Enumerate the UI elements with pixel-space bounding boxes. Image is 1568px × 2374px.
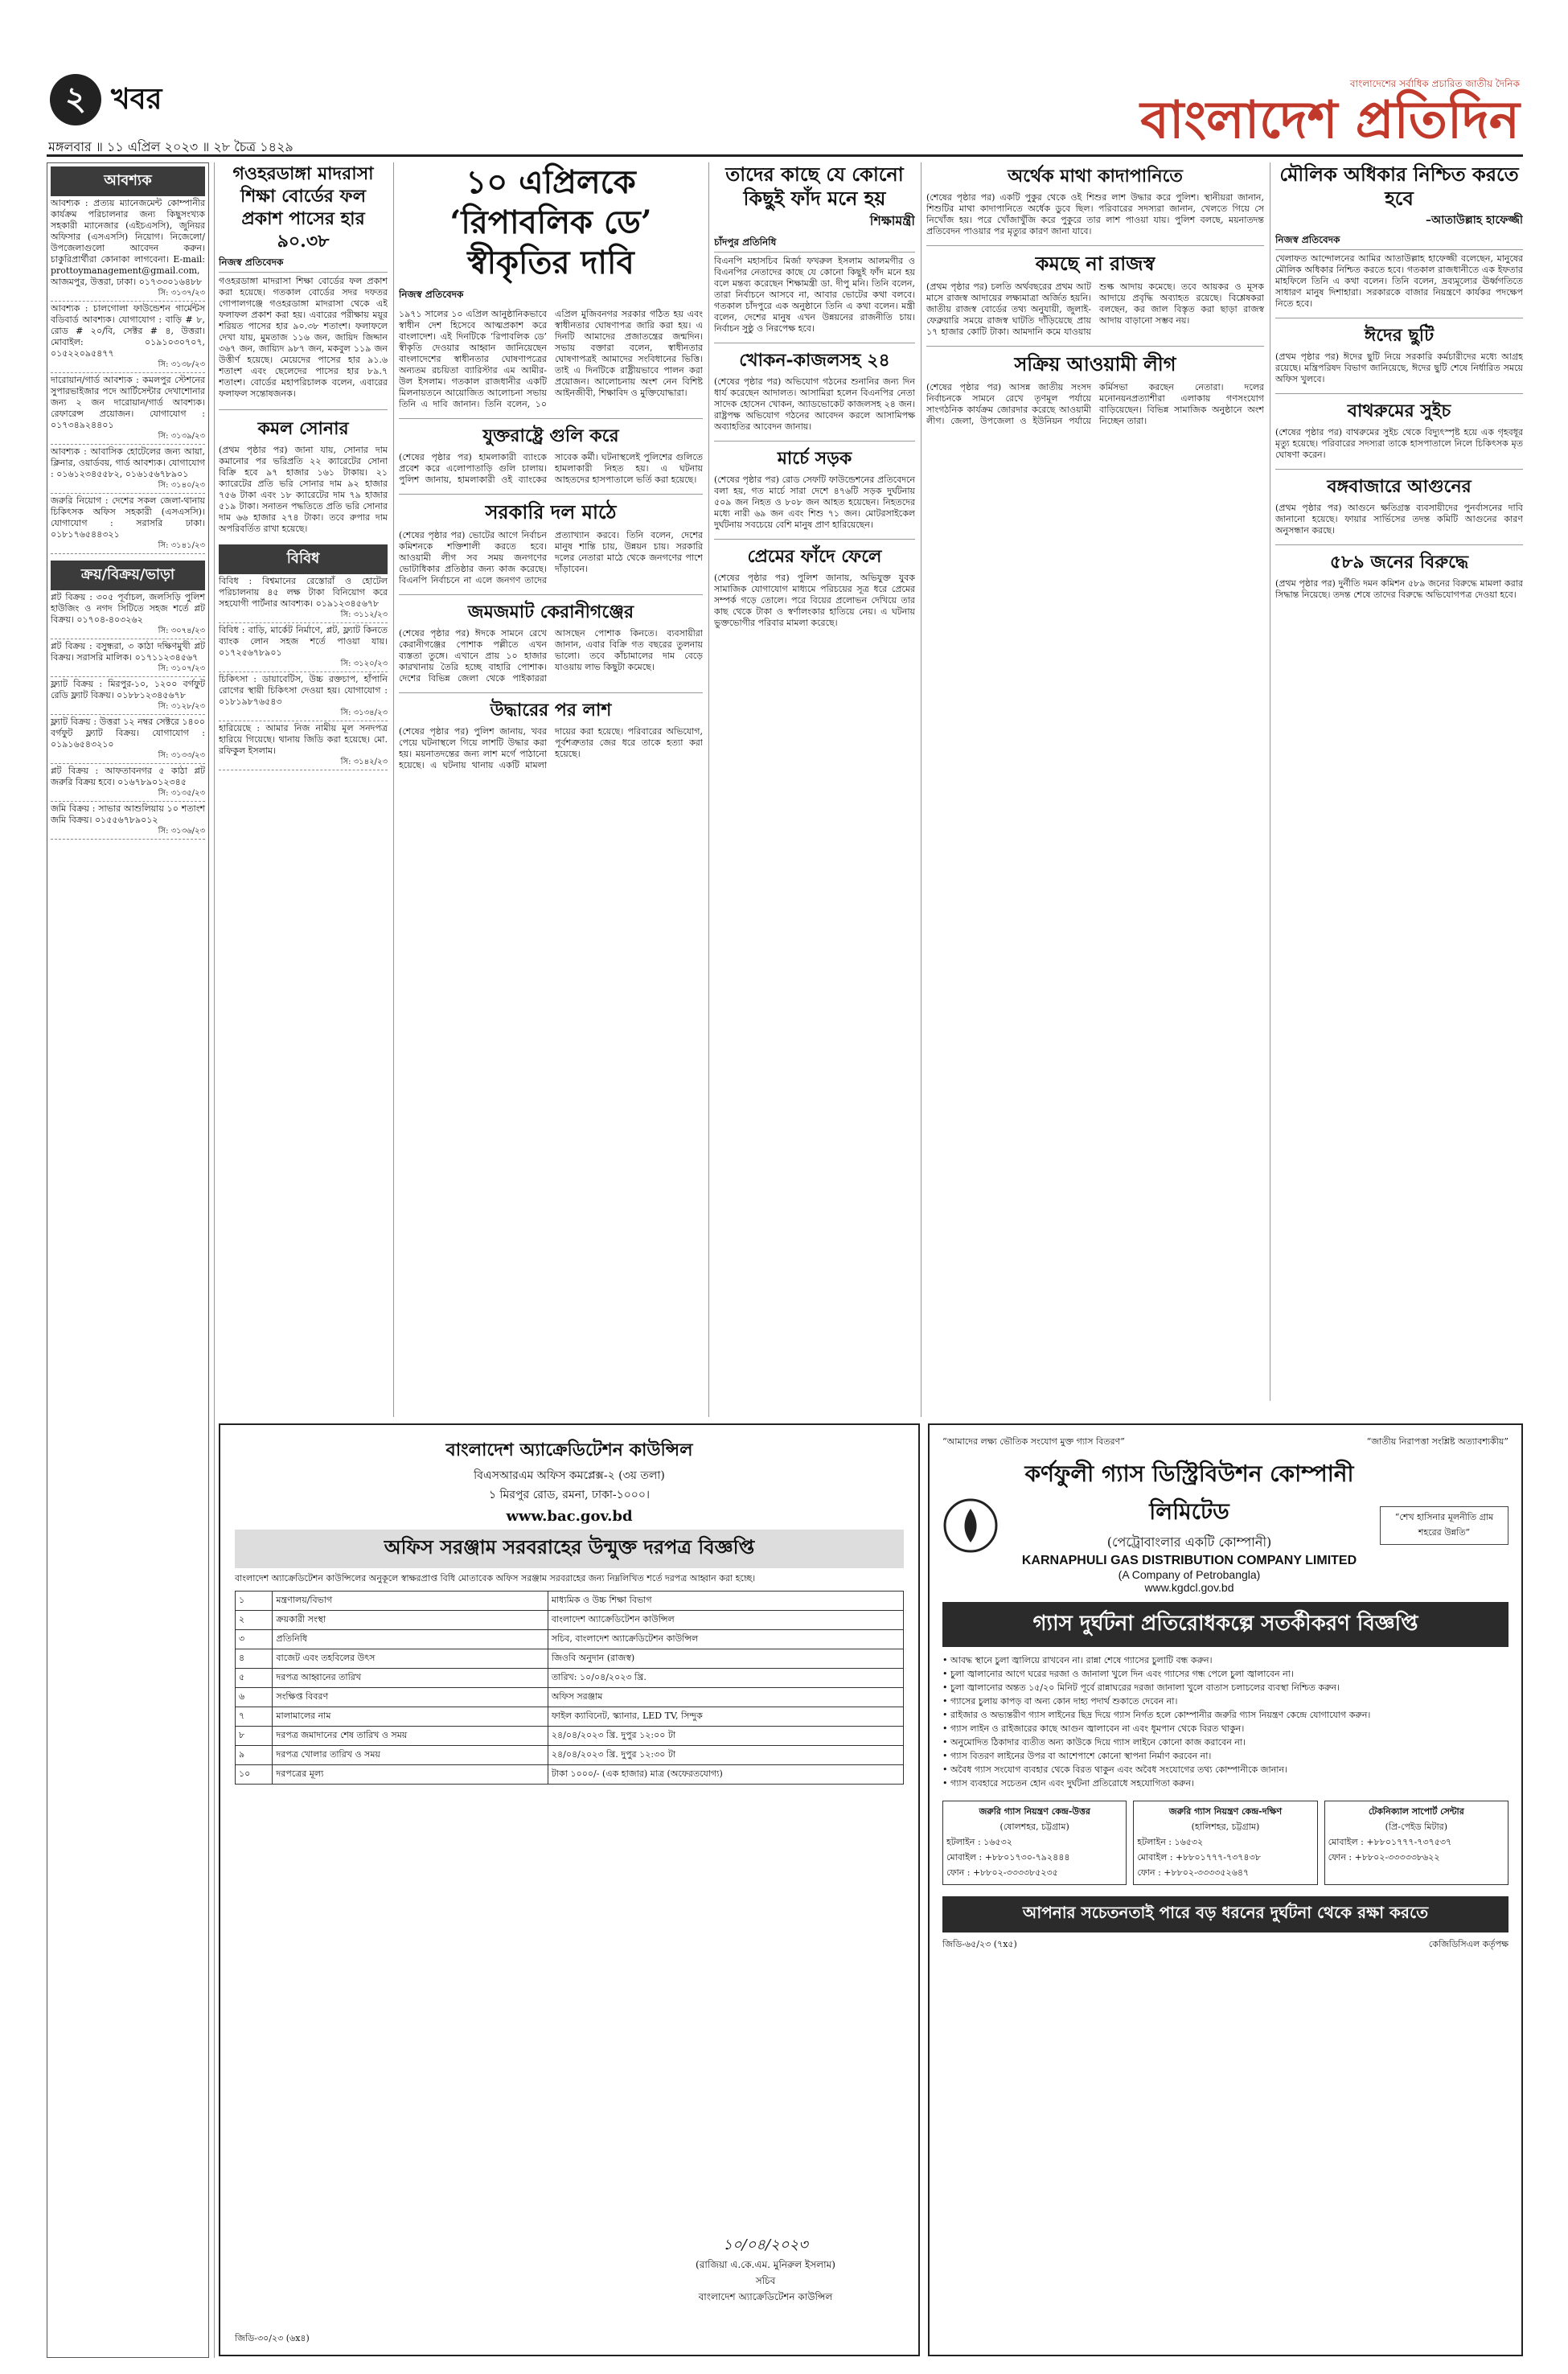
kgdcl-ref-right: কেজিডিসিএল কর্তৃপক্ষ bbox=[1428, 1939, 1508, 1949]
madrasa-result-body: গওহরডাঙ্গা মাদরাসা শিক্ষা বোর্ডের ফল প্রকাশ করা হয়েছে। গতকাল বোর্ডের সদর দফতর গোপালগঞ্জে গওহরডাঙ্গা মাদরাসা থেকে এই ফলাফল প্রকাশ করা হয়। এবারের পরীক্ষায় ময়ূর শরিয়ত পাসের হার ৯০.৩৮ শতাংশ। ফলাফলে দেখা যায়, মুমতাজ ১১৬ জন, জায়িদ জিদ্দান ৩৬৭ জন, জায়্যিদ ৯৮৭ জন, মকবুল ১১৯ জন উত্তীর্ণ হয়েছে। মেয়েদের পাসের হার ৯১.৬ শতাংশ এবং ছেলেদের পাসের হার ৮৯.৭ শতাংশ। বোর্ডের মহাপরিচালক বলেন, এবারের ফলাফল সন্তোষজনক। bbox=[219, 276, 388, 399]
classified-ref: সি: ৩১৩৪/২৩ bbox=[340, 709, 388, 717]
bac-table-row bbox=[236, 1649, 904, 1669]
kgdcl-contact-title: টেকনিক্যাল সাপোর্ট সেন্টার bbox=[1368, 1806, 1464, 1817]
bac-tender-table bbox=[235, 1591, 904, 1785]
bac-website[interactable]: www.bac.gov.bd bbox=[506, 1508, 633, 1525]
bac-cell-value: তারিখ: ১০/০৪/২০২৩ খ্রি. bbox=[548, 1669, 903, 1688]
classified-ref: সি: ৩০৭৪/২৩ bbox=[158, 626, 205, 635]
bullet-icon: • bbox=[942, 1669, 948, 1679]
classified-item bbox=[51, 196, 205, 302]
bac-signatory-org: বাংলাদেশ অ্যাক্রেডিটেশন কাউন্সিল bbox=[698, 2291, 833, 2302]
sale-heading: ক্রয়/বিক্রয়/ভাড়া bbox=[51, 561, 205, 590]
kgdcl-name-bn: কর্ণফুলী গ্যাস ডিস্ট্রিবিউশন কোম্পানী লিমিটেড bbox=[1024, 1460, 1354, 1525]
classified-ref: সি: ৩১৪০/২৩ bbox=[158, 481, 205, 490]
bac-cell-label: মালামালের নাম bbox=[273, 1707, 548, 1727]
classified-ref: সি: ৩১৩৮/২৩ bbox=[158, 360, 205, 369]
bullet-icon: • bbox=[942, 1696, 948, 1707]
bac-tender-title: অফিস সরঞ্জাম সরবরাহের উন্মুক্ত দরপত্র বিজ্ঞপ্তি bbox=[235, 1530, 904, 1568]
kgdcl-contact-sub: (ষোলশহর, চট্টগ্রাম) bbox=[999, 1822, 1069, 1832]
bac-cell-label: বাজেট এবং তহবিলের উৎস bbox=[273, 1649, 548, 1669]
bullet-icon: • bbox=[942, 1723, 948, 1734]
keraniganj-headline: জমজমাট কেরানীগঞ্জের bbox=[399, 594, 703, 628]
bac-cell-value: টাকা ১০০০/- (এক হাজার) মাত্র (অফেরতযোগ্য) bbox=[548, 1765, 903, 1785]
kgdcl-contact-line: মোবাইল : +৮৮০১৭৭৭-৭৩৭৫৩৭ bbox=[1328, 1837, 1452, 1847]
classified-ref: সি: ৩১২৮/২৩ bbox=[158, 702, 205, 711]
bullet-icon: • bbox=[942, 1737, 948, 1748]
bac-cell-no: ৮ bbox=[236, 1727, 273, 1746]
road-accident-body: (শেষের পৃষ্ঠার পর) রোড সেফটি ফাউন্ডেশনের প্রতিবেদনে বলা হয়, গত মার্চে সারা দেশে ৪৭৬টি সড়ক দুর্ঘটনায় ৫০৯ জন নিহত ও ৮০৮ জন আহত হয়েছেন। নিহতদের মধ্যে নারী ৬৯ জন এবং শিশু ৭১ জন। মোটরসাইকেল দুর্ঘটনায় সবচেয়ে বেশি মানুষ প্রাণ হারিয়েছেন। bbox=[714, 474, 915, 530]
classified-text: প্লট বিক্রয় : আফতাবনগর ৫ কাঠা প্লট জরুরি বিক্রয় হবে। ০১৬৭৮৯০১২৩৪৫ bbox=[51, 766, 205, 787]
khokon-headline: খোকন-কাজলসহ ২৪ bbox=[714, 343, 915, 376]
bullet-icon: • bbox=[942, 1655, 948, 1665]
road-accident-headline: মার্চে সড়ক bbox=[714, 441, 915, 474]
eid-holiday-headline: ঈদের ছুটি bbox=[1275, 318, 1523, 351]
ruling-party-headline: সরকারি দল মাঠে bbox=[399, 494, 703, 530]
mud-headline: অর্থেক মাথা কাদাপানিতে bbox=[1008, 166, 1183, 187]
kgdcl-contact-sub: (প্রি-পেইড মিটার) bbox=[1385, 1822, 1448, 1832]
column-five bbox=[926, 162, 1264, 1417]
classified-ref: সি: ৩১৪১/২৩ bbox=[158, 541, 205, 550]
kgdcl-notice-text: গ্যাস বিতরণ লাইনের উপর বা আশেপাশে কোনো স্থাপনা নির্মাণ করবেন না। bbox=[950, 1751, 1212, 1761]
bac-tender-ad bbox=[219, 1423, 920, 2356]
kgdcl-notice-list bbox=[942, 1655, 1508, 1789]
classified-ref: সি: ৩১৩৭/২৩ bbox=[158, 289, 205, 298]
kgdcl-footer-refs bbox=[942, 1937, 1508, 1953]
classified-ref: সি: ৩১৪২/২৩ bbox=[340, 758, 388, 766]
classified-text: দারোয়ান/গার্ড আবশ্যক : কমলপুর স্টেশনের সুপারভাইজার পদে আর্টিসেন্টার দেখাশোনার জন্য ২ জন দারোয়ান/গার্ড আবশ্যক। রেফারেন্স প্রয়োজন। যোগাযোগ : ০১৭৩৪৯২৪৪০১ bbox=[51, 375, 205, 430]
bac-cell-label: দরপত্র জমাদানের শেষ তারিখ ও সময় bbox=[273, 1727, 548, 1746]
fundamental-rights-body: খেলাফত আন্দোলনের আমির আতাউল্লাহ হাফেজ্জী বলেছেন, মানুষের মৌলিক অধিকার নিশ্চিত করতে হবে। গতকাল রাজধানীতে এক ইফতার মাহফিলে তিনি এ কথা বলেন। তিনি বলেন, দ্রব্যমূল্যের ঊর্ধ্বগতিতে সাধারণ মানুষ দিশাহারা। সরকারকে বাজার নিয়ন্ত্রণে কার্যকর পদক্ষেপ নিতে হবে। bbox=[1275, 253, 1523, 309]
ruling-party-body: (শেষের পৃষ্ঠার পর) ভোটের আগে নির্বাচন কমিশনকে শক্তিশালী করতে হবে। আওয়ামী লীগ সব সময় জনগণের ভোটাধিকার প্রতিষ্ঠার জন্য কাজ করেছে। বিএনপি নির্বাচনে না এলে জনগণ তাদের প্রত্যাখ্যান করবে। তিনি বলেন, দেশের মানুষ শান্তি চায়, উন্নয়ন চায়। সরকারি দলের নেতারা মাঠে থেকে জনগণের পাশে দাঁড়াবেন। bbox=[399, 530, 703, 585]
kgdcl-top-left: “আমাদের লক্ষ্য ভৌতিক সংযোগ মুক্ত গ্যাস বিতরণ” bbox=[942, 1436, 1125, 1447]
classifieds-heading: আবশ্যক bbox=[51, 166, 205, 196]
kgdcl-contact-line: ফোন : +৮৮০২-৩৩৩৩৮৫২৩৫ bbox=[946, 1867, 1058, 1878]
kgdcl-notice-text: গ্যাস লাইন ও রাইজারের কাছে আগুন জ্বালাবেন না এবং ধূমপান থেকে বিরত থাকুন। bbox=[950, 1723, 1245, 1734]
kgdcl-contacts bbox=[942, 1801, 1508, 1885]
classified-text: প্লট বিক্রয় : ৩০৫ পূর্বাচল, জলসিড়ি পুলিশ হাউজিং ও নগদ সিটিতে সহজ শর্তে প্লট বিক্রয়। ০১৭০৪-৪০৩২৬২ bbox=[51, 592, 205, 625]
bac-table-row bbox=[236, 1707, 904, 1727]
classified-text: বিবিধ : বাড়ি, মার্কেট নির্মাণে, প্লট, ফ্ল্যাট কিনতে ব্যাংক লোন সহজ শর্তে পাওয়া যায়। ০১৭২৫৬৭৮৯০১ bbox=[219, 625, 388, 658]
classified-item bbox=[51, 677, 205, 715]
bullet-icon: • bbox=[942, 1751, 948, 1761]
column-rule bbox=[214, 162, 215, 2358]
bac-cell-label: সংক্ষিপ্ত বিবরণ bbox=[273, 1688, 548, 1707]
classified-item bbox=[51, 494, 205, 554]
kgdcl-notice-item bbox=[942, 1737, 1508, 1748]
bangabazar-body: (প্রথম পৃষ্ঠার পর) আগুনে ক্ষতিগ্রস্ত ব্যবসায়ীদের পুনর্বাসনের দাবি জানানো হয়েছে। ফায়ার সার্ভিসের তদন্ত কমিটি আগুনের কারণ অনুসন্ধান করছে। bbox=[1275, 503, 1523, 536]
bac-address: ১ মিরপুর রোড, রমনা, ঢাকা-১০০০। bbox=[488, 1489, 651, 1501]
classified-text: আবশ্যক : আবাসিক হোটেলের জন্য আয়া, ক্লিনার, ওয়ার্ডবয়, গার্ড আবশ্যক। যোগাযোগ : ০১৬১২৩৪৫৫৮২, ০১৬১৫৬৭৮৯০১ bbox=[51, 446, 205, 479]
awami-league-body: (শেষের পৃষ্ঠার পর) আসন্ন জাতীয় সংসদ নির্বাচনকে সামনে রেখে তৃণমূল পর্যায়ে সাংগঠনিক কার্যক্রম জোরদার করেছে আওয়ামী লীগ। জেলা, উপজেলা ও ইউনিয়ন পর্যায়ে কর্মিসভা করছেন নেতারা। দলের মনোনয়নপ্রত্যাশীরা এলাকায় গণসংযোগ বাড়িয়েছেন। বিভিন্ন সামাজিক অনুষ্ঠানে অংশ নিচ্ছেন তারা। bbox=[926, 382, 1264, 426]
kgdcl-notice-text: চুলা জ্বালানোর অন্তত ১৫/২০ মিনিট পূর্বে রান্নাঘরের দরজা জানালা খুলে বাতাস চলাচলের ব্যবস্থা নিশ্চিত করুন। bbox=[950, 1682, 1340, 1693]
bullet-icon: • bbox=[942, 1710, 948, 1720]
kgdcl-contact-box bbox=[1324, 1801, 1508, 1885]
bullet-icon: • bbox=[942, 1778, 948, 1789]
bac-cell-label: দরপত্রের মূল্য bbox=[273, 1765, 548, 1785]
kgdcl-contact-line: ফোন : +৮৮০২-৩৩৩৩৩৮৬২২ bbox=[1328, 1852, 1440, 1863]
bac-cell-label: মন্ত্রণালয়/বিভাগ bbox=[273, 1592, 548, 1611]
revenue-body: (প্রথম পৃষ্ঠার পর) চলতি অর্থবছরের প্রথম আট মাসে রাজস্ব আদায়ের লক্ষ্যমাত্রা অর্জিত হয়নি। জাতীয় রাজস্ব বোর্ডের তথ্য অনুযায়ী, জুলাই-ফেব্রুয়ারি সময়ে রাজস্ব ঘাটতি দাঁড়িয়েছে প্রায় ১৭ হাজার কোটি টাকা। আমদানি কমে যাওয়ায় শুল্ক আদায় কমেছে। তবে আয়কর ও মূসক আদায়ে প্রবৃদ্ধি অব্যাহত রয়েছে। বিশ্লেষকরা বলছেন, কর জাল বিস্তৃত করা ছাড়া রাজস্ব আদায় বাড়ানো সম্ভব নয়। bbox=[926, 281, 1264, 337]
classified-item bbox=[51, 445, 205, 494]
page-number: ২ bbox=[64, 80, 86, 117]
column-rule bbox=[921, 162, 922, 1417]
classified-text: বিবিধ : বিশ্বমানের রেস্তোরাঁ ও হোটেল পরিচালনায় ৪৫ লক্ষ টাকা বিনিয়োগ করে সহযোগী পার্টনার আবশ্যক। ০১৯১২৩৪৫৬৭৮ bbox=[219, 576, 388, 609]
bibidh-heading: বিবিধ bbox=[219, 544, 388, 574]
kgdcl-contact-line: ফোন : +৮৮০২-৩৩৩৩৫২৬৪৭ bbox=[1137, 1867, 1250, 1878]
bac-cell-value: বাংলাদেশ অ্যাক্রেডিটেশন কাউন্সিল bbox=[548, 1611, 903, 1630]
classified-text: জরুরি নিয়োগ : দেশের সকল জেলা-থানায় চিকিৎসক অফিস সহকারী (এসএসসি)। যোগাযোগ : সরাসরি ঢাকা। ০১৮১৭৬৫৪৪৩২১ bbox=[51, 495, 205, 540]
classified-text: ফ্ল্যাট বিক্রয় : মিরপুর-১০, ১২০০ বর্গফুট রেডি ফ্ল্যাট বিক্রয়। ০১৮৮১২৩৪৫৬৭৮ bbox=[51, 679, 205, 700]
bangabazar-headline: বঙ্গবাজারে আগুনের bbox=[1275, 469, 1523, 503]
column-rule bbox=[708, 162, 709, 1417]
bac-table-row bbox=[236, 1669, 904, 1688]
minister-headline: তাদের কাছে যে কোনো কিছুই ফাঁদ মনে হয় bbox=[725, 162, 904, 210]
column-six bbox=[1275, 162, 1523, 1401]
khokon-body: (শেষের পৃষ্ঠার পর) অভিযোগ গঠনের শুনানির জন্য দিন ধার্য করেছেন আদালত। আসামিরা হলেন বিএনপির নেতা সাদেক হোসেন খোকন, অ্যাডভোকেট কাজলসহ ২৪ জন। রাষ্ট্রপক্ষ অভিযোগ গঠনের আবেদন করলে আসামিপক্ষ অব্যাহতির আবেদন জানায়। bbox=[714, 376, 915, 432]
kgdcl-contact-line: মোবাইল : +৮৮০১৭৭৭-৭৩৭৪৩৮ bbox=[1137, 1852, 1261, 1863]
lead-headline: ১০ এপ্রিলকে ‘রিপাবলিক ডে’ স্বীকৃতির দাবি bbox=[449, 163, 652, 281]
mud-body: (শেষের পৃষ্ঠার পর) একটি পুকুর থেকে ওই শিশুর লাশ উদ্ধার করে পুলিশ। স্থানীয়রা জানান, শিশুটির মাথা কাদাপানিতে অর্ধেক ডুবে ছিল। পরিবারের সদস্যরা জানান, খেলতে গিয়ে সে নিখোঁজ হয়। পরে খোঁজাখুঁজি করে পুকুরে তার লাশ পাওয়া যায়। পুলিশ বলছে, ময়নাতদন্ত প্রতিবেদন পাওয়ার পর মৃত্যুর কারণ জানা যাবে। bbox=[926, 192, 1264, 236]
classified-text: আবশ্যক : প্রত্যয় ম্যানেজমেন্ট কোম্পানীর কার্যক্রম পরিচালনার জন্য কিছুসংখ্যক সহকারী ম্যানেজার (এইচএসসি), জুনিয়র অফিসার (এসএসসি) নিয়োগ। নিজেলো/উপজেলাগুলো আবেদন করুন। চাকুরিপ্রার্থীরা কোনাকা লাগবেনা। E-mail: prottoymanagement@gmail.com, আজমপুর, উত্তরা, ঢাকা। ০১৭৩৩০১৬৪৮৮ bbox=[51, 198, 205, 287]
bibidh-list bbox=[219, 574, 388, 770]
masthead-tagline: বাংলাদেশের সর্বাধিক প্রচারিত জাতীয় দৈনিক bbox=[1349, 78, 1520, 89]
madrasa-result-headline: গওহরডাঙ্গা মাদরাসা শিক্ষা বোর্ডের ফল প্রকাশ পাসের হার ৯০.৩৮ bbox=[232, 163, 374, 252]
us-shooting-body: (শেষের পৃষ্ঠার পর) হামলাকারী ব্যাংকে প্রবেশ করে এলোপাতাড়ি গুলি চালায়। পুলিশ জানায়, হামলাকারী ওই ব্যাংকের সাবেক কর্মী। ঘটনাস্থলেই পুলিশের গুলিতে হামলাকারী নিহত হয়। এ ঘটনায় আহতদের হাসপাতালে ভর্তি করা হয়েছে। bbox=[399, 452, 703, 485]
fundamental-rights-author: –আতাউল্লাহ হাফেজ্জী bbox=[1425, 214, 1523, 227]
bac-cell-no: ২ bbox=[236, 1611, 273, 1630]
kgdcl-notice-item bbox=[942, 1669, 1508, 1680]
bac-org-sub: বিএসআরএম অফিস কমপ্লেক্স-২ (৩য় তলা) bbox=[474, 1469, 665, 1482]
kgdcl-parent-en: (A Company of Petrobangla) bbox=[1118, 1568, 1261, 1581]
column-four bbox=[714, 162, 915, 1417]
minister-kicker: শিক্ষামন্ত্রী bbox=[869, 213, 915, 228]
kgdcl-notice-text: অনুমোদিত ঠিকাদার ব্যতীত অন্য কাউকে দিয়ে গ্যাস লাইনে কোনো কাজ করাবেন না। bbox=[950, 1737, 1246, 1748]
bullet-icon: • bbox=[942, 1682, 948, 1693]
bac-cell-no: ৭ bbox=[236, 1707, 273, 1727]
classified-ref: সি: ৩১৩৯/২৩ bbox=[158, 432, 205, 441]
lead-body: ১৯৭১ সালের ১০ এপ্রিল আনুষ্ঠানিকভাবে স্বাধীন দেশ হিসেবে আত্মপ্রকাশ করে বাংলাদেশ। এই দিনটিকে ‘রিপাবলিক ডে’ স্বীকৃতি দেওয়ার আহ্বান জানিয়েছেন বাংলাদেশের স্বাধীনতার ঘোষণাপত্রের অন্যতম রচয়িতা ব্যারিস্টার এম আমীর-উল ইসলাম। গতকাল রাজধানীর একটি মিলনায়তনে আয়োজিত আলোচনা সভায় তিনি এ দাবি জানান। তিনি বলেন, ১০ এপ্রিল মুজিবনগর সরকার গঠিত হয় এবং স্বাধীনতার ঘোষণাপত্র জারি করা হয়। এ দিনটি আমাদের প্রজাতন্ত্রের জন্মদিন। সভায় বক্তারা বলেন, স্বাধীনতার ঘোষণাপত্রই আমাদের সংবিধানের ভিত্তি। তাই এ দিনটিকে রাষ্ট্রীয়ভাবে পালন করা প্রয়োজন। আলোচনায় অংশ নেন বিশিষ্ট আইনজীবী, শিক্ষাবিদ ও মুক্তিযোদ্ধারা। bbox=[399, 309, 703, 409]
bac-table-row bbox=[236, 1592, 904, 1611]
bathroom-switch-body: (শেষের পৃষ্ঠার পর) বাথরুমের সুইচ থেকে বিদ্যুৎস্পৃষ্ট হয়ে এক গৃহবধূর মৃত্যু হয়েছে। পরিবারের সদস্যরা তাকে হাসপাতালে নিলে চিকিৎসক মৃত ঘোষণা করেন। bbox=[1275, 427, 1523, 460]
kgdcl-footer-banner: আপনার সচেতনতাই পারে বড় ধরনের দুর্ঘটনা থেকে রক্ষা করতে bbox=[942, 1896, 1508, 1932]
classified-item bbox=[51, 590, 205, 639]
classified-text: হারিয়েছে : আমার নিজ নামীয় মূল সনদপত্র হারিয়ে গিয়েছে। থানায় জিডি করা হয়েছে। মো. রফিকুল ইসলাম। bbox=[219, 723, 388, 756]
kgdcl-website[interactable]: www.kgdcl.gov.bd bbox=[1144, 1581, 1234, 1594]
classified-item bbox=[219, 672, 388, 721]
bac-cell-value: জিওবি অনুদান (রাজস্ব) bbox=[548, 1649, 903, 1669]
section-label: খবর bbox=[111, 82, 162, 116]
bac-cell-label: ক্রয়কারী সংস্থা bbox=[273, 1611, 548, 1630]
classified-text: চিকিৎসা : ডায়াবেটিস, উচ্চ রক্তচাপ, হাঁপানি রোগের স্থায়ী চিকিৎসা দেওয়া হয়। যোগাযোগ : ০১৮১৯৮৭৬৫৪৩ bbox=[219, 674, 388, 707]
issue-date: মঙ্গলবার ॥ ১১ এপ্রিল ২০২৩ ॥ ২৮ চৈত্র ১৪২৯ bbox=[48, 139, 293, 154]
classified-item bbox=[51, 764, 205, 802]
gold-price-body: (প্রথম পৃষ্ঠার পর) জানা যায়, সোনার দাম কমানোর পর ভরিপ্রতি ২২ ক্যারেটের সোনা বিক্রি হবে ৯৭ হাজার ১৬১ টাকায়। ২১ ক্যারেটের প্রতি ভরি সোনার দাম ৯২ হাজার ৭৫৬ টাকা এবং ১৮ ক্যারেটের দাম ৭৯ হাজার ৫১৯ টাকা। সনাতন পদ্ধতিতে প্রতি ভরি সোনার দাম ৬৬ হাজার ২৭৪ টাকা। তবে রুপার দাম অপরিবর্তিত রাখা হয়েছে। bbox=[219, 445, 388, 534]
bac-table-row bbox=[236, 1611, 904, 1630]
classified-text: আবশ্যক : চালগোলা ফাউন্ডেশন গার্মেন্টস বডিবার্ড আবশ্যক। যোগাযোগ : বাড়ি # ৮, রোড # ২০/বি, সেক্টর # ৪, উত্তরা। মোবাইল: ০১৯১০৩০৭০৭, ০১৫২২০৯৫৪৭৭ bbox=[51, 303, 205, 359]
kgdcl-notice-ad bbox=[928, 1423, 1523, 2356]
bac-cell-label: দরপত্র আহ্বানের তারিখ bbox=[273, 1669, 548, 1688]
bac-cell-value: অফিস সরঞ্জাম bbox=[548, 1688, 903, 1707]
us-shooting-headline: যুক্তরাষ্ট্রে গুলি করে bbox=[399, 418, 703, 452]
classified-ref: সি: ৩১৩৫/২৩ bbox=[158, 789, 205, 798]
lead-story-column bbox=[399, 162, 703, 1417]
bac-cell-label: দরপত্র খোলার তারিখ ও সময় bbox=[273, 1746, 548, 1765]
classified-ref: সি: ৩১০৭/২৩ bbox=[158, 664, 205, 673]
classified-text: ফ্ল্যাট বিক্রয় : উত্তরা ১২ নম্বর সেক্টরে ১৪০০ বর্গফুট ফ্ল্যাট বিক্রয়। যোগাযোগ : ০১৯১৬৫৪৩২১০ bbox=[51, 717, 205, 750]
bac-cell-no: ৩ bbox=[236, 1630, 273, 1649]
classified-text: প্লট বিক্রয় : বসুন্ধরা, ৩ কাঠা দক্ষিণমুখী প্লট বিক্রয়। সরাসরি মালিক। ০১৭১১২৩৪৫৬৭ bbox=[51, 641, 205, 663]
kgdcl-notice-item bbox=[942, 1764, 1508, 1776]
header-rule bbox=[47, 154, 1523, 157]
kgdcl-notice-item bbox=[942, 1723, 1508, 1735]
classified-item bbox=[51, 373, 205, 445]
kgdcl-top-right: “জাতীয় নিরাপত্তা সংশ্লিষ্ট অত্যাবশ্যকীয়” bbox=[1366, 1436, 1508, 1447]
bac-table-row bbox=[236, 1630, 904, 1649]
bac-cell-label: প্রতিনিধি bbox=[273, 1630, 548, 1649]
revenue-headline: কমছে না রাজস্ব bbox=[926, 245, 1264, 281]
bac-signatory: (রাজিয়া এ.কে.এম. মুনিরুল ইসলাম) bbox=[696, 2259, 835, 2270]
eid-holiday-body: (প্রথম পৃষ্ঠার পর) ঈদের ছুটি নিয়ে সরকারি কর্মচারীদের মধ্যে আগ্রহ রয়েছে। মন্ত্রিপরিষদ বিভাগ জানিয়েছে, ঈদের ছুটি শেষে নির্ধারিত সময়ে অফিস খুলবে। bbox=[1275, 351, 1523, 384]
classified-ref: সি: ৩১৩৬/২৩ bbox=[158, 827, 205, 836]
column-two bbox=[219, 162, 388, 1417]
minister-byline: চাঁদপুর প্রতিনিধি bbox=[714, 236, 915, 253]
kgdcl-notice-item bbox=[942, 1710, 1508, 1721]
kgdcl-ref-left: জিডি-৬৫/২৩ (৭x৫) bbox=[942, 1939, 1017, 1949]
madrasa-result-byline: নিজস্ব প্রতিবেদক bbox=[219, 256, 388, 273]
bac-table-row bbox=[236, 1727, 904, 1746]
classified-ref: সি: ৩১২০/২৩ bbox=[340, 659, 388, 668]
kgdcl-contact-title: জরুরি গ্যাস নিয়ন্ত্রণ কেন্দ্র-দক্ষিণ bbox=[1168, 1806, 1283, 1817]
kgdcl-contact-title: জরুরি গ্যাস নিয়ন্ত্রণ কেন্দ্র-উত্তর bbox=[979, 1806, 1090, 1817]
bac-cell-value: ফাইল ক্যাবিনেট, স্ক্যানার, LED TV, সিন্দুক bbox=[548, 1707, 903, 1727]
kgdcl-notice-text: গ্যাস ব্যবহারে সচেতন হোন এবং দুর্ঘটনা প্রতিরোধে সহযোগিতা করুন। bbox=[950, 1778, 1194, 1789]
classified-item bbox=[51, 802, 205, 840]
bac-cell-no: ১০ bbox=[236, 1765, 273, 1785]
kgdcl-header bbox=[942, 1456, 1508, 1594]
love-trap-body: (শেষের পৃষ্ঠার পর) পুলিশ জানায়, অভিযুক্ত যুবক সামাজিক যোগাযোগ মাধ্যমে পরিচয়ের সূত্র ধরে প্রেমের সম্পর্ক গড়ে তোলে। পরে বিয়ের প্রলোভন দেখিয়ে তার কাছ থেকে টাকা ও স্বর্ণালংকার হাতিয়ে নেয়। এ ঘটনায় ভুক্তভোগীর পরিবার মামলা করেছে। bbox=[714, 573, 915, 628]
kgdcl-notice-item bbox=[942, 1696, 1508, 1707]
classified-item bbox=[219, 721, 388, 770]
kgdcl-notice-text: চুলা জ্বালানোর আগে ঘরের দরজা ও জানালা খুলে দিন এবং গ্যাসের গন্ধ পেলে চুলা জ্বালাবেন না। bbox=[950, 1669, 1294, 1679]
body-recovery-body: (শেষের পৃষ্ঠার পর) পুলিশ জানায়, খবর পেয়ে ঘটনাস্থলে গিয়ে লাশটি উদ্ধার করা হয়। ময়নাতদন্তের জন্য লাশ মর্গে পাঠানো হয়েছে। এ ঘটনায় থানায় একটি মামলা দায়ের করা হয়েছে। পরিবারের অভিযোগ, পূর্বশত্রুতার জের ধরে তাকে হত্যা করা হয়েছে। bbox=[399, 726, 703, 770]
bac-cell-value: ২৪/০৪/২০২৩ খ্রি. দুপুর ১২:০০ টা bbox=[548, 1727, 903, 1746]
sale-list bbox=[51, 590, 205, 840]
fundamental-rights-byline: নিজস্ব প্রতিবেদক bbox=[1275, 233, 1523, 250]
classifieds-column bbox=[47, 162, 209, 2358]
classified-item bbox=[219, 574, 388, 623]
kgdcl-notice-text: রাইজার ও অভ্যন্তরীণ গ্যাস লাইনের ছিদ্র দিয়ে গ্যাস নির্গত হলে কোম্পানীর জরুরি গ্যাস নিয়ন্ত্রণ কেন্দ্রে যোগাযোগ করুন। bbox=[950, 1710, 1371, 1720]
bac-cell-value: মাধ্যমিক ও উচ্চ শিক্ষা বিভাগ bbox=[548, 1592, 903, 1611]
bac-table-row bbox=[236, 1688, 904, 1707]
kgdcl-notice-title: গ্যাস দুর্ঘটনা প্রতিরোধকল্পে সতর্কীকরণ বিজ্ঞপ্তি bbox=[942, 1602, 1508, 1647]
column-rule bbox=[393, 162, 394, 1417]
gold-price-headline: কমল সোনার bbox=[219, 409, 388, 445]
acc-case-body: (প্রথম পৃষ্ঠার পর) দুর্নীতি দমন কমিশন ৫৮৯ জনের বিরুদ্ধে মামলা করার সিদ্ধান্ত নিয়েছে। তদন্ত শেষে তাদের বিরুদ্ধে অভিযোগপত্র দেওয়া হবে। bbox=[1275, 578, 1523, 600]
keraniganj-body: (শেষের পৃষ্ঠার পর) ঈদকে সামনে রেখে কেরানীগঞ্জের পোশাক পল্লীতে এখন ব্যস্ততা তুঙ্গে। এখানে প্রায় ১০ হাজার কারখানায় তৈরি হচ্ছে বাহারি পোশাক। দেশের বিভিন্ন জেলা থেকে পাইকাররা আসছেন পোশাক কিনতে। ব্যবসায়ীরা জানান, এবার বিক্রি গত বছরের তুলনায় ভালো। তবে কাঁচামালের দাম বেড়ে যাওয়ায় লাভ কিছুটা কমেছে। bbox=[399, 628, 703, 684]
kgdcl-contact-box bbox=[1133, 1801, 1317, 1885]
acc-case-headline: ৫৮৯ জনের বিরুদ্ধে bbox=[1275, 544, 1523, 578]
lead-byline: নিজস্ব প্রতিবেদক bbox=[399, 289, 464, 300]
bac-org-name: বাংলাদেশ অ্যাক্রেডিটেশন কাউন্সিল bbox=[445, 1440, 693, 1460]
classifieds-list bbox=[51, 196, 205, 554]
page-number-badge bbox=[50, 74, 101, 125]
bac-cell-value: সচিব, বাংলাদেশ অ্যাক্রেডিটেশন কাউন্সিল bbox=[548, 1630, 903, 1649]
minister-body: বিএনপি মহাসচিব মির্জা ফখরুল ইসলাম আলমগীর ও বিএনপির নেতাদের কাছে যে কোনো কিছুই ফাঁদ মনে হয় বলে মন্তব্য করেছেন শিক্ষামন্ত্রী ডা. দীপু মনি। তিনি বলেন, তারা নির্বাচনে আসবে না, আবার ভোটের কথা বলবে। গতকাল চাঁদপুরে এক অনুষ্ঠানে তিনি এ কথা বলেন। মন্ত্রী বলেন, দেশের মানুষ এখন উন্নয়নের রাজনীতি চায়। নির্বাচন সুষ্ঠু ও নিরপেক্ষ হবে। bbox=[714, 256, 915, 334]
classified-item bbox=[219, 623, 388, 672]
kgdcl-notice-item bbox=[942, 1778, 1508, 1789]
bac-cell-no: ৯ bbox=[236, 1746, 273, 1765]
bac-cell-no: ৫ bbox=[236, 1669, 273, 1688]
bac-signatory-role: সচিব bbox=[755, 2275, 776, 2286]
bac-table-row bbox=[236, 1746, 904, 1765]
bac-signature-block bbox=[645, 2233, 886, 2306]
fundamental-rights-headline: মৌলিক অধিকার নিশ্চিত করতে হবে bbox=[1279, 162, 1519, 210]
kgdcl-name-en: KARNAPHULI GAS DISTRIBUTION COMPANY LIMITED bbox=[1021, 1554, 1357, 1567]
kgdcl-top-lines bbox=[942, 1435, 1508, 1450]
bac-table-row bbox=[236, 1765, 904, 1785]
kgdcl-contact-line: মোবাইল : +৮৮০১৭৩০-৭৯২৪৪৪ bbox=[946, 1852, 1070, 1863]
love-trap-headline: প্রেমের ফাঁদে ফেলে bbox=[714, 539, 915, 573]
kgdcl-contact-line: হটলাইন : ১৬৫৩২ bbox=[1137, 1837, 1204, 1847]
kgdcl-notice-text: গ্যাসের চুলায় কাপড় বা অন্য কোন দাহ্য পদার্থ শুকাতে দেবেন না। bbox=[950, 1696, 1178, 1707]
classified-ref: সি: ৩১৩৩/২৩ bbox=[158, 751, 205, 760]
bac-cell-no: ১ bbox=[236, 1592, 273, 1611]
kgdcl-slogan: “শেখ হাসিনার মূলনীতি গ্রাম শহরের উন্নতি” bbox=[1380, 1506, 1508, 1545]
classified-ref: সি: ৩১১২/২৩ bbox=[340, 610, 388, 619]
bullet-icon: • bbox=[942, 1764, 948, 1775]
classified-text: জমি বিক্রয় : সাভার আশুলিয়ায় ১০ শতাংশ জমি বিক্রয়। ০১৫৫৬৭৮৯০১২ bbox=[51, 803, 205, 825]
masthead-logo: বাংলাদেশ প্রতিদিন bbox=[1140, 90, 1520, 150]
classified-item bbox=[51, 302, 205, 373]
kgdcl-parent-bn: (পেট্রোবাংলার একটি কোম্পানী) bbox=[1106, 1534, 1272, 1550]
awami-league-headline: সক্রিয় আওয়ামী লীগ bbox=[926, 346, 1264, 382]
kgdcl-contact-box bbox=[942, 1801, 1127, 1885]
kgdcl-notice-text: অবৈধ গ্যাস সংযোগ ব্যবহার থেকে বিরত থাকুন এবং অবৈধ সংযোগের তথ্য কোম্পানীকে জানান। bbox=[950, 1764, 1287, 1775]
classified-item bbox=[51, 715, 205, 764]
kgdcl-notice-item bbox=[942, 1751, 1508, 1762]
kgdcl-contact-sub: (হালিশহর, চট্টগ্রাম) bbox=[1191, 1822, 1260, 1832]
bathroom-switch-headline: বাথরুমের সুইচ bbox=[1275, 393, 1523, 427]
bac-cell-no: ৪ bbox=[236, 1649, 273, 1669]
kgdcl-notice-item bbox=[942, 1655, 1508, 1666]
kgdcl-logo-icon bbox=[942, 1497, 999, 1554]
bac-cell-no: ৬ bbox=[236, 1688, 273, 1707]
bac-footer-ref: জিডি-৩০/২৩ (৬x৪) bbox=[235, 2333, 310, 2343]
kgdcl-notice-text: আবদ্ধ স্থানে চুলা জ্বালিয়ে রাখবেন না। রান্না শেষে গ্যাসের চুলাটি বন্ধ করুন। bbox=[950, 1655, 1213, 1665]
bac-intro: বাংলাদেশ অ্যাক্রেডিটেশন কাউন্সিলের অনুকূলে স্বাক্ষরপ্রাপ্ত বিধি মোতাবেক অফিস সরঞ্জাম সরবরাহের জন্য নিম্নলিখিত শর্তে দরপত্র আহ্বান করা হচ্ছে। bbox=[235, 1573, 756, 1583]
kgdcl-notice-item bbox=[942, 1682, 1508, 1694]
bac-cell-value: ২৪/০৪/২০২৩ খ্রি. দুপুর ১২:৩০ টা bbox=[548, 1746, 903, 1765]
classified-item bbox=[51, 639, 205, 677]
body-recovery-headline: উদ্ধারের পর লাশ bbox=[399, 692, 703, 726]
kgdcl-contact-line: হটলাইন : ১৬৫৩২ bbox=[946, 1837, 1012, 1847]
bac-signature-date: ১০/০৪/২০২৩ bbox=[723, 2236, 808, 2253]
